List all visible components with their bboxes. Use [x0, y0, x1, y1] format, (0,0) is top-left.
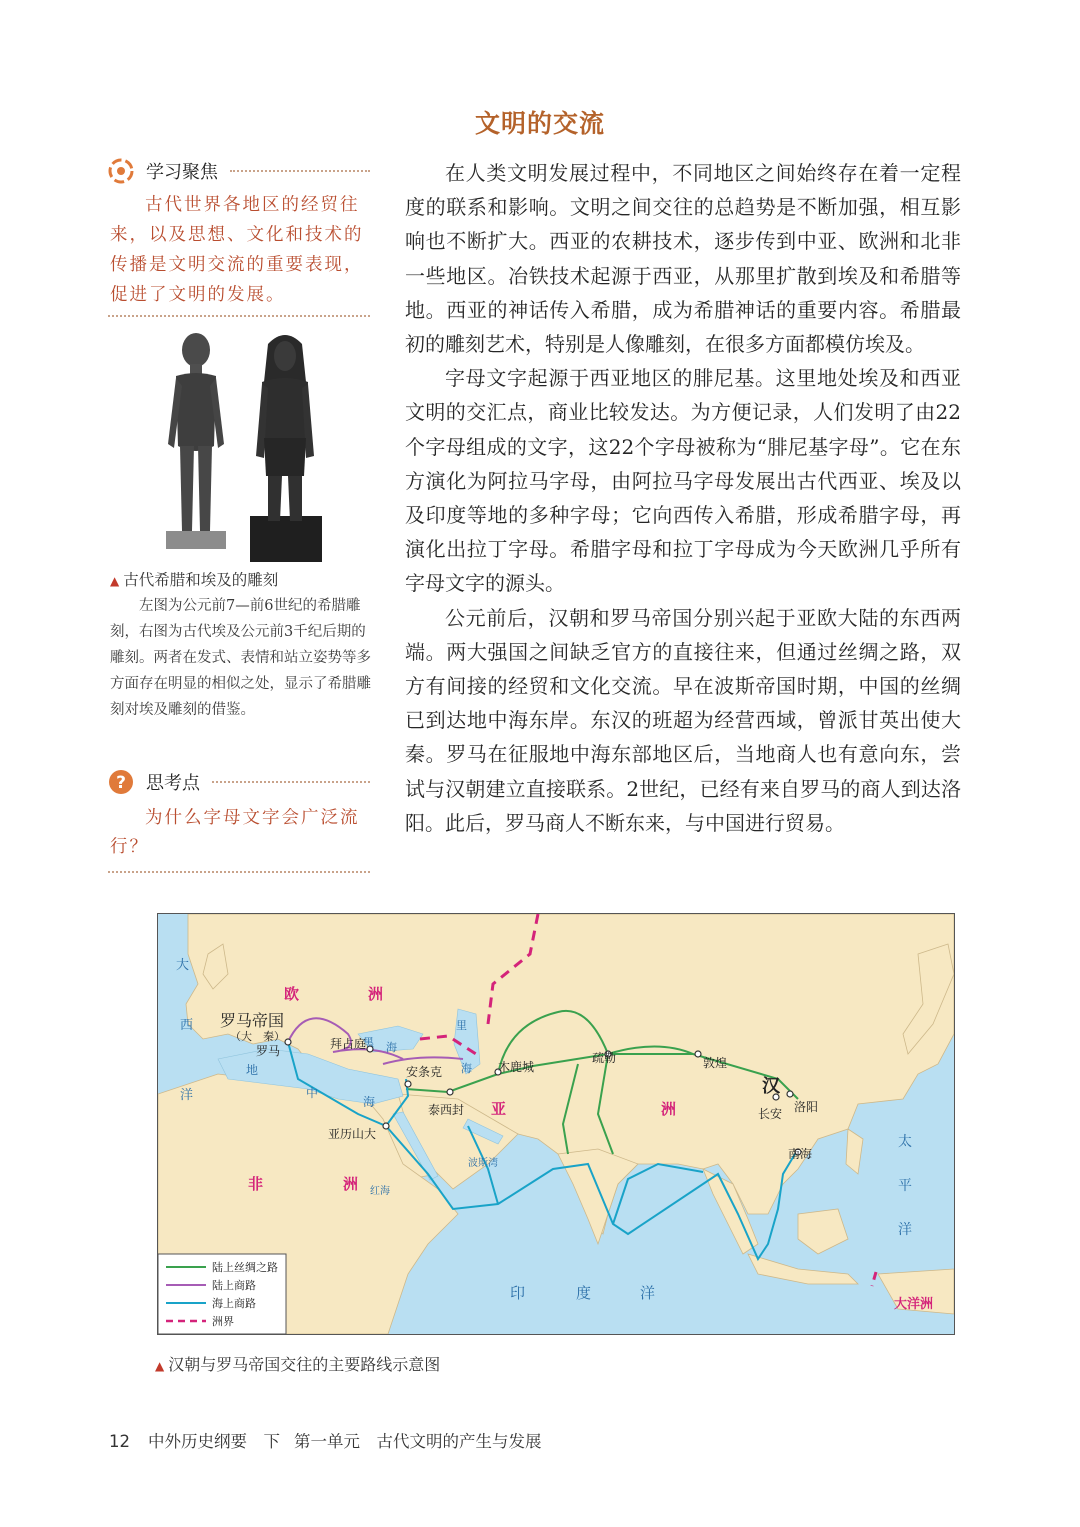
greek-statue-image — [166, 333, 226, 549]
atlantic-label: 洋 — [180, 1088, 194, 1103]
think-heading-label: 思考点 — [146, 773, 200, 794]
city-changan-label: 长安 — [758, 1107, 783, 1121]
triangle-icon: ▲ — [155, 1359, 165, 1373]
think-text: 为什么字母文字会广泛流行？ — [110, 808, 360, 857]
focus-text: 古代世界各地区的经贸往来，以及思想、文化和技术的传播是文明交流的重要表现，促进了文明的发展。 — [110, 195, 364, 305]
legend-continent-boundary: 洲界 — [212, 1315, 234, 1328]
focus-heading — [108, 156, 370, 186]
philippines-landmass — [846, 1129, 863, 1174]
city-kashgar-label: 疏勒 — [592, 1051, 617, 1065]
page-number: 12 — [109, 1432, 130, 1451]
han-label: 汉 — [762, 1076, 780, 1097]
mediterranean-label: 海 — [363, 1095, 376, 1109]
indian-ocean-label: 洋 — [640, 1284, 656, 1302]
africa-label: 非 — [248, 1175, 264, 1193]
chapter-title: 第一单元 古代文明的产生与发展 — [294, 1432, 542, 1451]
city-dunhuang-marker — [695, 1051, 701, 1057]
continent-boundary-line — [872, 1272, 876, 1286]
europe-label: 洲 — [368, 985, 384, 1003]
pacific-label: 洋 — [898, 1222, 912, 1238]
divider — [230, 170, 370, 172]
africa-label: 洲 — [343, 1175, 359, 1193]
city-rome-marker — [285, 1039, 291, 1045]
legend-land-silk-road: 陆上丝绸之路 — [212, 1261, 278, 1274]
mediterranean-label: 中 — [306, 1086, 319, 1100]
divider — [108, 315, 370, 317]
paragraph: 字母文字起源于西亚地区的腓尼基。这里地处埃及和西亚文明的交汇点，商业比较发达。为方便记录，人们发明了由22个字母组成的文字，这22个字母被称为“腓尼基字母”。它在东方演化为阿拉马字母，由阿拉马字母发展出古代西亚、埃及以及印度等地的多种字母；它向西传入希腊，形成希腊字母，再演化出拉丁字母。希腊字母和拉丁字母成为今天欧洲几乎所有字母文字的源头。 — [405, 366, 961, 596]
page-footer — [109, 1428, 542, 1452]
paragraph: 公元前后，汉朝和罗马帝国分别兴起于亚欧大陆的东西两端。两大强国之间缺乏官方的直接往来，但通过丝绸之路，双方有间接的经贸和文化交流。早在波斯帝国时期，中国的丝绸已到达地中海东岸。东汉的班超为经营西域，曾派甘英出使大秦。罗马在征服地中海东部地区后，当地商人也有意向东，尝试与汉朝建立直接联系。2世纪，已经有来自罗马的商人到达洛阳。此后，罗马商人不断东来，与中国进行贸易。 — [405, 605, 961, 835]
city-merv-label: 木鹿城 — [498, 1060, 535, 1074]
black-sea-label: 海 — [386, 1041, 397, 1054]
city-ctesiphon-marker — [447, 1089, 453, 1095]
city-nanhai-label: 南海 — [788, 1147, 813, 1161]
borneo-landmass — [798, 1209, 848, 1254]
indonesia-landmass — [748, 1254, 858, 1284]
atlantic-label: 西 — [180, 1018, 194, 1033]
main-text — [405, 156, 961, 840]
map-caption — [155, 1352, 440, 1375]
europe-label: 欧 — [284, 985, 300, 1003]
city-alexandria-marker — [383, 1123, 389, 1129]
city-antioch-marker — [405, 1081, 411, 1087]
pacific-label: 平 — [898, 1178, 912, 1194]
focus-target-icon — [108, 158, 134, 184]
black-sea-label: 黑 — [363, 1036, 374, 1049]
divider — [212, 781, 370, 783]
triangle-icon: ▲ — [110, 574, 120, 588]
red-sea-label: 红海 — [370, 1186, 390, 1197]
indian-ocean-label: 印 — [510, 1284, 530, 1302]
persian-gulf-label: 波斯湾 — [468, 1158, 498, 1169]
caspian-label: 海 — [461, 1062, 472, 1075]
daqin-label: （大 秦） — [230, 1030, 285, 1043]
egyptian-statue-image — [250, 335, 322, 562]
city-byzantium-label: 拜占庭 — [330, 1037, 367, 1051]
caspian-label: 里 — [456, 1019, 467, 1032]
city-luoyang-marker — [787, 1091, 793, 1097]
city-dunhuang-label: 敦煌 — [703, 1056, 728, 1070]
caption-title-text: 古代希腊和埃及的雕刻 — [123, 571, 279, 589]
roman-empire-label: 罗马帝国 — [220, 1011, 285, 1030]
figure-caption-body: 左图为公元前7—前6世纪的希腊雕刻，右图为古代埃及公元前3千纪后期的雕刻。两者在发式、表情和站立姿势等多方面存在明显的相似之处，显示了希腊雕刻对埃及雕刻的借鉴。 — [110, 598, 371, 718]
asia-label: 亚 — [491, 1100, 507, 1118]
pacific-label: 太 — [898, 1134, 912, 1150]
trade-route-map — [157, 913, 955, 1335]
map-legend — [158, 1254, 286, 1334]
paragraph: 在人类文明发展过程中，不同地区之间始终存在着一定程度的联系和影响。文明之间交往的总趋势是不断加强，相互影响也不断扩大。西亚的农耕技术，逐步传到中亚、欧洲和北非一些地区。冶铁技术起源于西亚，从那里扩散到埃及和希腊等地。西亚的神话传入希腊，成为希腊神话的重要内容。希腊最初的雕刻艺术，特别是人像雕刻，在很多方面都模仿埃及。 — [405, 161, 961, 357]
legend-sea-trade-route: 海上商路 — [212, 1297, 256, 1310]
map-caption-text: 汉朝与罗马帝国交往的主要路线示意图 — [168, 1355, 441, 1374]
book-title: 中外历史纲要 下 — [148, 1432, 280, 1451]
question-icon — [108, 769, 134, 795]
city-antioch-label: 安条克 — [406, 1065, 443, 1079]
think-heading — [108, 767, 370, 797]
statue-photos — [160, 326, 325, 562]
india-landmass — [558, 1149, 638, 1244]
mediterranean-label: 地 — [246, 1063, 259, 1077]
city-alexandria-label: 亚历山大 — [328, 1127, 377, 1141]
divider — [108, 871, 370, 873]
svg-text:?: ? — [116, 773, 126, 793]
focus-heading-label: 学习聚焦 — [146, 162, 218, 183]
city-luoyang-label: 洛阳 — [794, 1100, 819, 1114]
oceania-label: 大洋洲 — [894, 1297, 934, 1312]
atlantic-label: 大 — [176, 958, 190, 973]
section-title: 文明的交流 — [474, 109, 605, 138]
figure-caption-title — [110, 568, 278, 590]
city-rome-label: 罗马 — [256, 1044, 281, 1058]
asia-label: 洲 — [661, 1100, 677, 1118]
indian-ocean-label: 度 — [576, 1284, 592, 1302]
city-ctesiphon-label: 泰西封 — [428, 1103, 465, 1117]
legend-land-trade-route: 陆上商路 — [212, 1279, 256, 1292]
